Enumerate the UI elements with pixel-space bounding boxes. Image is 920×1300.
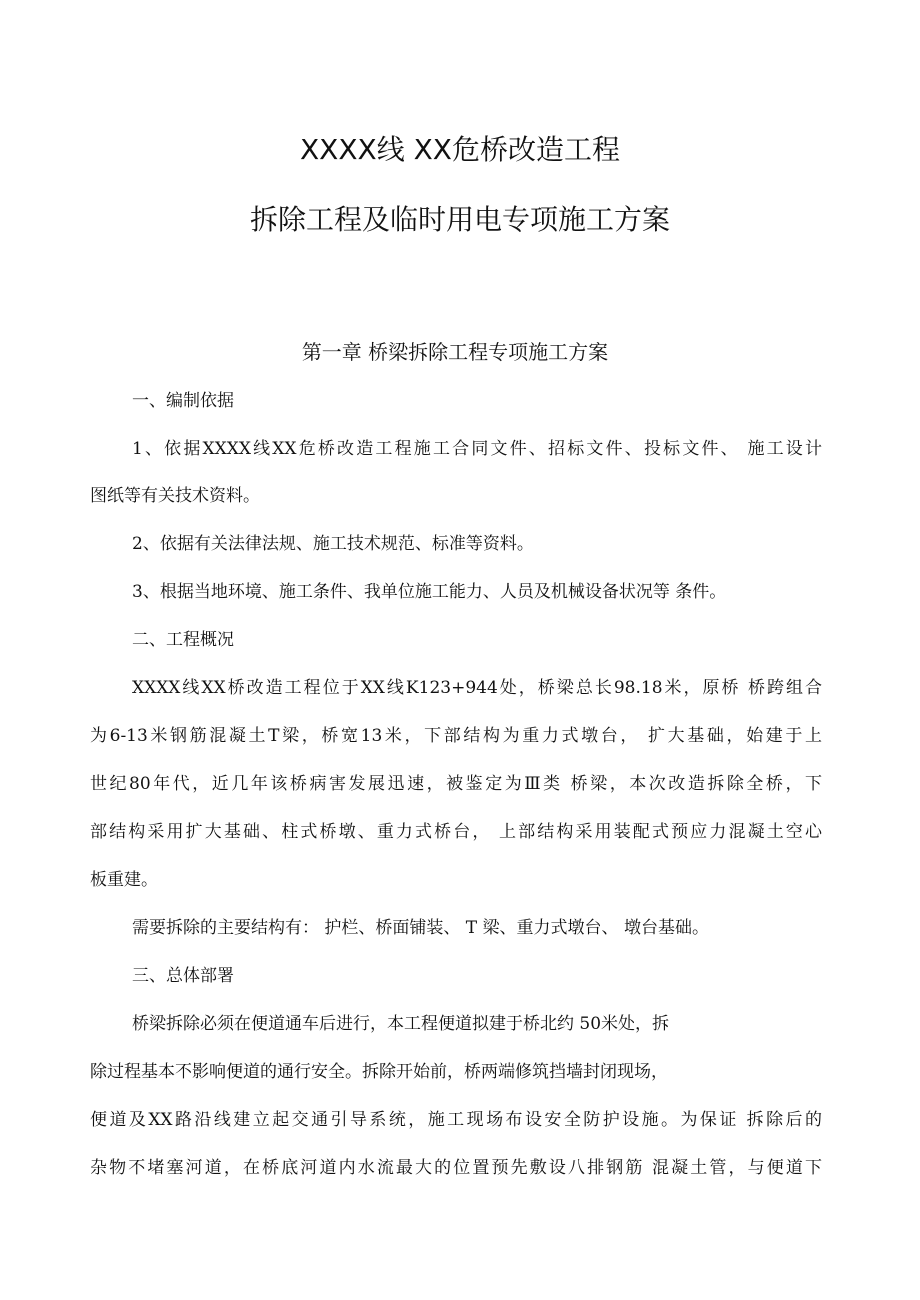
- document-title-line-1: XXXX线 XX危桥改造工程: [300, 133, 620, 166]
- document-title-line-2: 拆除工程及临时用电专项施工方案: [249, 203, 670, 236]
- paragraph-line: 杂物不堵塞河道，在桥底河道内水流最大的位置预先敷设八排钢筋 混凝土管，与便道下: [90, 1158, 822, 1178]
- paragraph-line: 图纸等有关技术资料。: [90, 486, 260, 506]
- paragraph-line: 桥梁拆除必须在便道通车后进行，本工程便道拟建于桥北约 50米处，拆: [132, 1014, 670, 1034]
- paragraph-line: 需要拆除的主要结构有： 护栏、桥面铺装、 T 梁、重力式墩台、 墩台基础。: [132, 918, 709, 938]
- section-heading-basis: 一、编制依据: [132, 391, 234, 411]
- paragraph-line: 世纪80年代，近几年该桥病害发展迅速，被鉴定为Ⅲ类 桥梁，本次改造拆除全桥，下: [90, 774, 822, 794]
- paragraph-line: 便道及XX路沿线建立起交通引导系统，施工现场布设安全防护设施。为保证 拆除后的: [90, 1110, 822, 1130]
- paragraph-line: 2、依据有关法律法规、施工技术规范、标准等资料。: [132, 534, 534, 554]
- chapter-heading: 第一章 桥梁拆除工程专项施工方案: [301, 340, 609, 364]
- paragraph-line: XXXX线XX桥改造工程位于XX线K123+944处，桥梁总长98.18米，原桥 桥跨组合: [132, 678, 822, 698]
- paragraph-line: 板重建。: [90, 870, 158, 890]
- paragraph-line: 除过程基本不影响便道的通行安全。拆除开始前，桥两端修筑挡墙封闭现场，: [90, 1062, 668, 1082]
- paragraph-line: 为6-13米钢筋混凝土T梁，桥宽13米，下部结构为重力式墩台， 扩大基础，始建于上: [90, 726, 822, 746]
- paragraph-line: 1、依据XXXX线XX危桥改造工程施工合同文件、招标文件、投标文件、 施工设计: [132, 439, 822, 459]
- paragraph-line: 3、根据当地环境、施工条件、我单位施工能力、人员及机械设备状况等 条件。: [132, 582, 727, 602]
- section-heading-overview: 二、工程概况: [132, 630, 234, 650]
- paragraph-line: 部结构采用扩大基础、柱式桥墩、重力式桥台， 上部结构采用装配式预应力混凝土空心: [90, 822, 822, 842]
- section-heading-deployment: 三、总体部署: [132, 966, 234, 986]
